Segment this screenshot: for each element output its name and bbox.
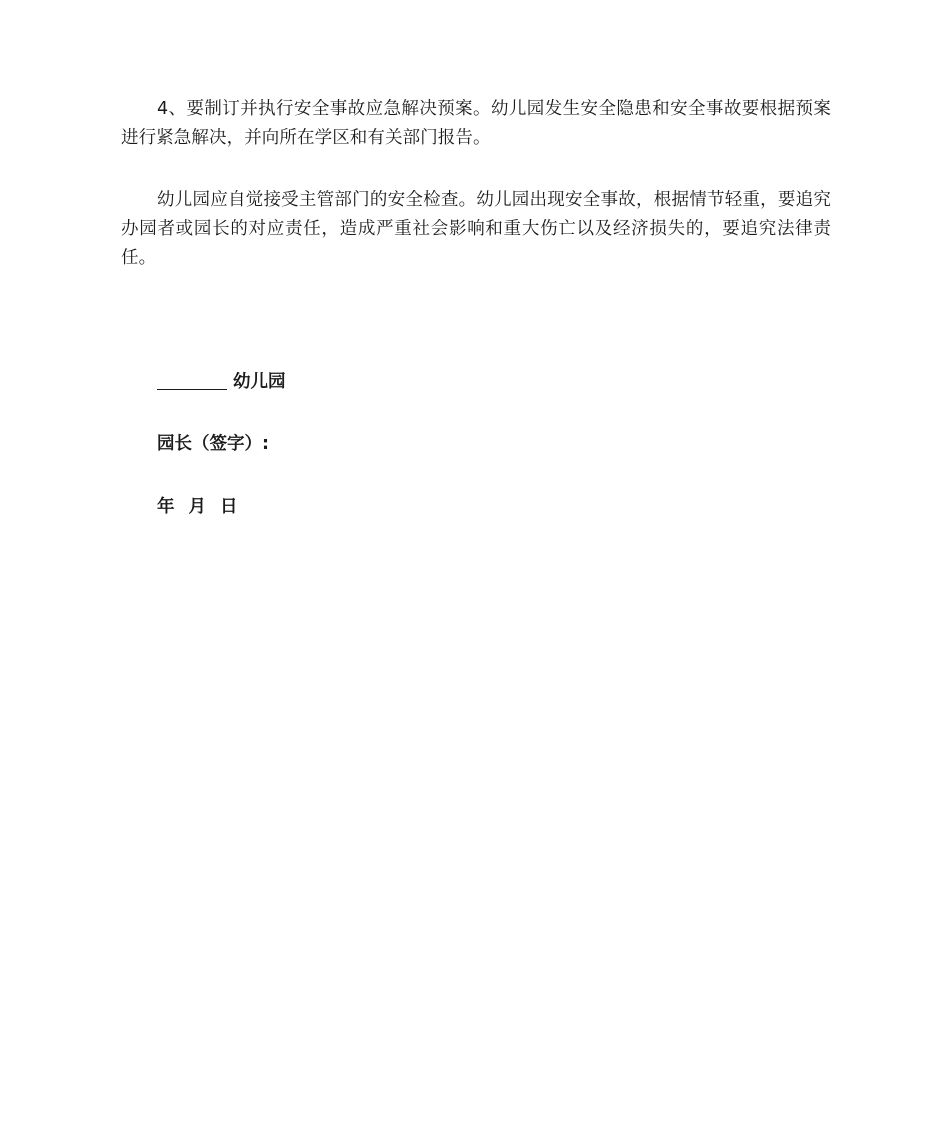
kindergarten-label: 幼儿园	[233, 372, 286, 392]
signature-date-line	[157, 494, 252, 520]
director-signature-label: 园长（签字）:	[157, 434, 269, 454]
date-month-label: 月	[188, 497, 206, 517]
signature-kindergarten-line	[157, 369, 286, 395]
paragraph-safety-inspection: 幼儿园应自觉接受主管部门的安全检查。幼儿园出现安全事故，根据情节轻重，要追究办园者或园长的对应责任，造成严重社会影响和重大伤亡以及经济损失的，要追究法律责任。	[121, 190, 831, 268]
date-day-label: 日	[220, 497, 238, 517]
paragraph-emergency-plan: 4、要制订并执行安全事故应急解决预案。幼儿园发生安全隐患和安全事故要根据预案进行紧急解决，并向所在学区和有关部门报告。	[121, 99, 831, 148]
fill-in-blank-underline	[157, 369, 227, 390]
date-year-label: 年	[157, 497, 175, 517]
